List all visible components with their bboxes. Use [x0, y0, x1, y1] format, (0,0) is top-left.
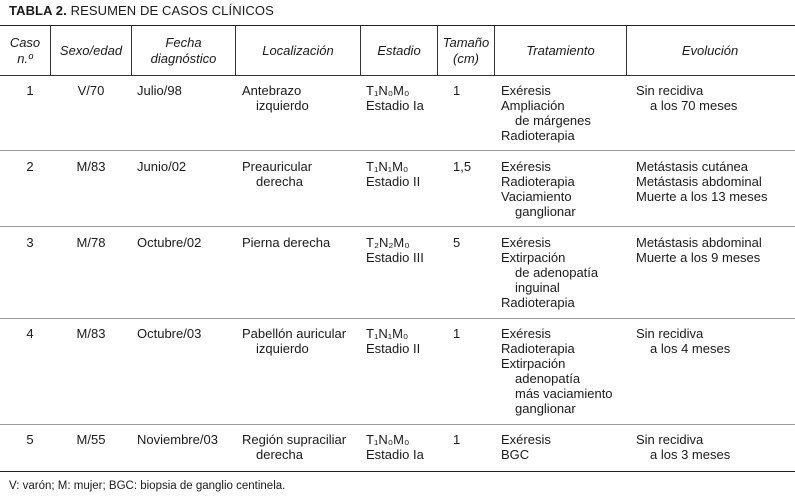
cell-localizacion: Región supraciliar derecha: [242, 432, 347, 462]
cell-localizacion: Antebrazo izquierdo: [242, 83, 309, 113]
cell-tratamiento: Exéresis Ampliación de márgenes Radioterapia: [501, 83, 591, 143]
cell-sexo: M/83: [76, 159, 106, 174]
cell-tamano: 1: [453, 432, 461, 447]
header-rule: [0, 75, 795, 76]
cell-fecha: Junio/02: [137, 159, 187, 174]
header-caso: Caso n.º: [9, 34, 41, 66]
cell-estadio: T₁N₀M₀ Estadio Ia: [366, 83, 424, 113]
footnote: V: varón; M: mujer; BGC: biopsia de ganglio centinela.: [9, 480, 286, 492]
cell-tamano: 1: [453, 326, 461, 341]
cell-fecha: Julio/98: [137, 83, 182, 98]
header-localizacion: Localización: [262, 42, 334, 58]
cell-evolucion: Metástasis abdominal Muerte a los 9 meses: [636, 235, 762, 265]
cell-fecha: Octubre/03: [137, 326, 202, 341]
cell-caso: 5: [26, 432, 34, 447]
cell-tratamiento: Exéresis Radioterapia Vaciamiento ganglionar: [501, 159, 576, 219]
cell-tratamiento: Exéresis Extirpación de adenopatía inguinal Radioterapia: [501, 235, 599, 310]
cell-tratamiento: Exéresis Radioterapia Extirpación adenopatía más vaciamiento ganglionar: [501, 326, 613, 416]
row-divider: [0, 424, 795, 425]
cell-sexo: M/55: [76, 432, 106, 447]
cell-localizacion: Pabellón auricular izquierdo: [242, 326, 347, 356]
row-divider: [0, 150, 795, 151]
cell-caso: 1: [26, 83, 34, 98]
cell-evolucion: Metástasis cutánea Metástasis abdominal Muerte a los 13 meses: [636, 159, 768, 204]
header-fecha: Fecha diagnóstico: [150, 34, 217, 66]
header-tratamiento: Tratamiento: [526, 42, 595, 58]
row-divider: [0, 318, 795, 319]
header-sexo: Sexo/edad: [59, 42, 123, 58]
table-title: [9, 3, 274, 18]
header-tamano: Tamaño (cm): [442, 34, 490, 66]
bottom-rule: [0, 471, 795, 472]
cell-sexo: M/83: [76, 326, 106, 341]
cell-caso: 2: [26, 159, 34, 174]
row-divider: [0, 226, 795, 227]
cell-localizacion: Pierna derecha: [242, 235, 331, 250]
cell-sexo: V/70: [77, 83, 105, 98]
cell-fecha: Noviembre/03: [137, 432, 218, 447]
header-evolucion: Evolución: [681, 42, 739, 58]
cell-estadio: T₁N₁M₀ Estadio II: [366, 159, 421, 189]
header-estadio: Estadio: [377, 42, 421, 58]
cell-caso: 4: [26, 326, 34, 341]
cell-caso: 3: [26, 235, 34, 250]
cell-estadio: T₂N₂M₀ Estadio III: [366, 235, 424, 265]
cell-sexo: M/78: [76, 235, 106, 250]
cell-estadio: T₁N₀M₀ Estadio Ia: [366, 432, 424, 462]
cell-evolucion: Sin recidiva a los 4 meses: [636, 326, 731, 356]
cell-tamano: 5: [453, 235, 461, 250]
table-label: TABLA 2.: [9, 3, 67, 18]
table-caption: RESUMEN DE CASOS CLÍNICOS: [70, 3, 274, 18]
cell-tratamiento: Exéresis BGC: [501, 432, 551, 462]
cell-evolucion: Sin recidiva a los 70 meses: [636, 83, 738, 113]
cell-localizacion: Preauricular derecha: [242, 159, 313, 189]
cell-tamano: 1: [453, 83, 461, 98]
cell-tamano: 1,5: [453, 159, 472, 174]
cell-estadio: T₁N₁M₀ Estadio II: [366, 326, 421, 356]
cell-evolucion: Sin recidiva a los 3 meses: [636, 432, 731, 462]
cell-fecha: Octubre/02: [137, 235, 202, 250]
